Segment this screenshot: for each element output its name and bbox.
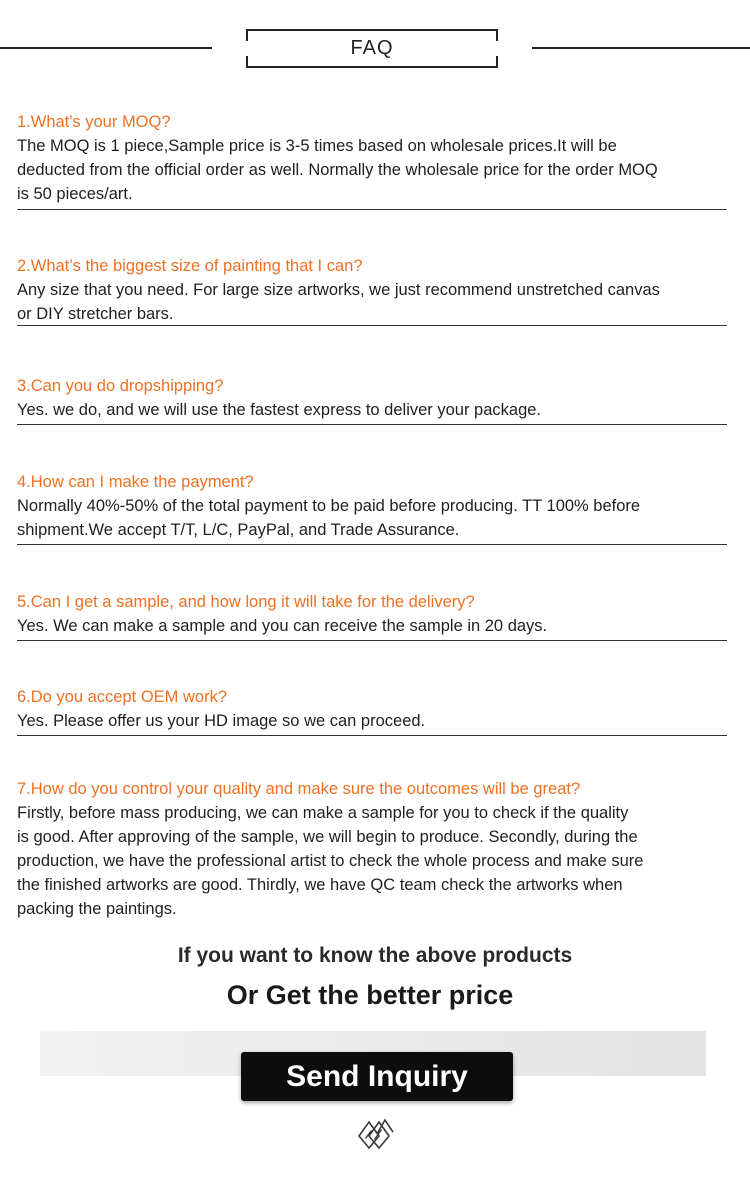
cta-heading: If you want to know the above products [177,944,573,967]
faq-item-4 [17,470,727,545]
faq-question: 5.Can I get a sample, and how long it will take for the delivery? [17,593,475,611]
faq-item-6 [17,685,727,736]
faq-answer-line: Normally 40%-50% of the total payment to be paid before producing. TT 100% before [17,497,641,515]
faq-answer-line: Yes. We can make a sample and you can receive the sample in 20 days. [17,617,548,635]
faq-question: 2.What’s the biggest size of painting that I can? [17,257,363,275]
header-rule-left [0,47,212,49]
faq-title-frame [246,29,498,68]
faq-answer-line: Yes. we do, and we will use the fastest express to deliver your package. [17,401,542,419]
faq-question: 4.How can I make the payment? [17,473,254,491]
faq-answer-line: shipment.We accept T/T, L/C, PayPal, and Trade Assurance. [17,521,460,539]
faq-item-1 [17,110,727,210]
faq-question: 3.Can you do dropshipping? [17,377,224,395]
faq-item-2 [17,254,727,326]
faq-answer-line: is 50 pieces/art. [17,185,133,203]
cta-subheading: Or Get the better price [226,980,514,1010]
faq-title: FAQ [350,37,394,59]
faq-answer-line: Firstly, before mass producing, we can make a sample for you to check if the quality [17,804,629,822]
faq-answer-line: Any size that you need. For large size artworks, we just recommend unstretched canvas [17,281,660,299]
brush-logo-icon [355,1112,397,1152]
faq-item-7 [17,777,727,922]
faq-answer-line: The MOQ is 1 piece,Sample price is 3-5 times based on wholesale prices.It will be [17,137,617,155]
faq-question: 1.What's your MOQ? [17,113,171,131]
faq-item-5 [17,590,727,641]
faq-question: 7.How do you control your quality and make sure the outcomes will be great? [17,780,581,798]
faq-answer-line: the finished artworks are good. Thirdly, we have QC team check the artworks when [17,876,623,894]
faq-answer-line: or DIY stretcher bars. [17,305,174,323]
faq-answer-line: packing the paintings. [17,900,177,918]
header-rule-right [532,47,750,49]
faq-answer-line: is good. After approving of the sample, we will begin to produce. Secondly, during the [17,828,638,846]
faq-item-3 [17,374,727,425]
faq-answer-line: production, we have the professional artist to check the whole process and make sure [17,852,644,870]
faq-answer-line: Yes. Please offer us your HD image so we can proceed. [17,712,426,730]
send-inquiry-button[interactable]: Send Inquiry [241,1052,513,1101]
faq-answer-line: deducted from the official order as well. Normally the wholesale price for the order MOQ [17,161,658,179]
faq-question: 6.Do you accept OEM work? [17,688,228,706]
